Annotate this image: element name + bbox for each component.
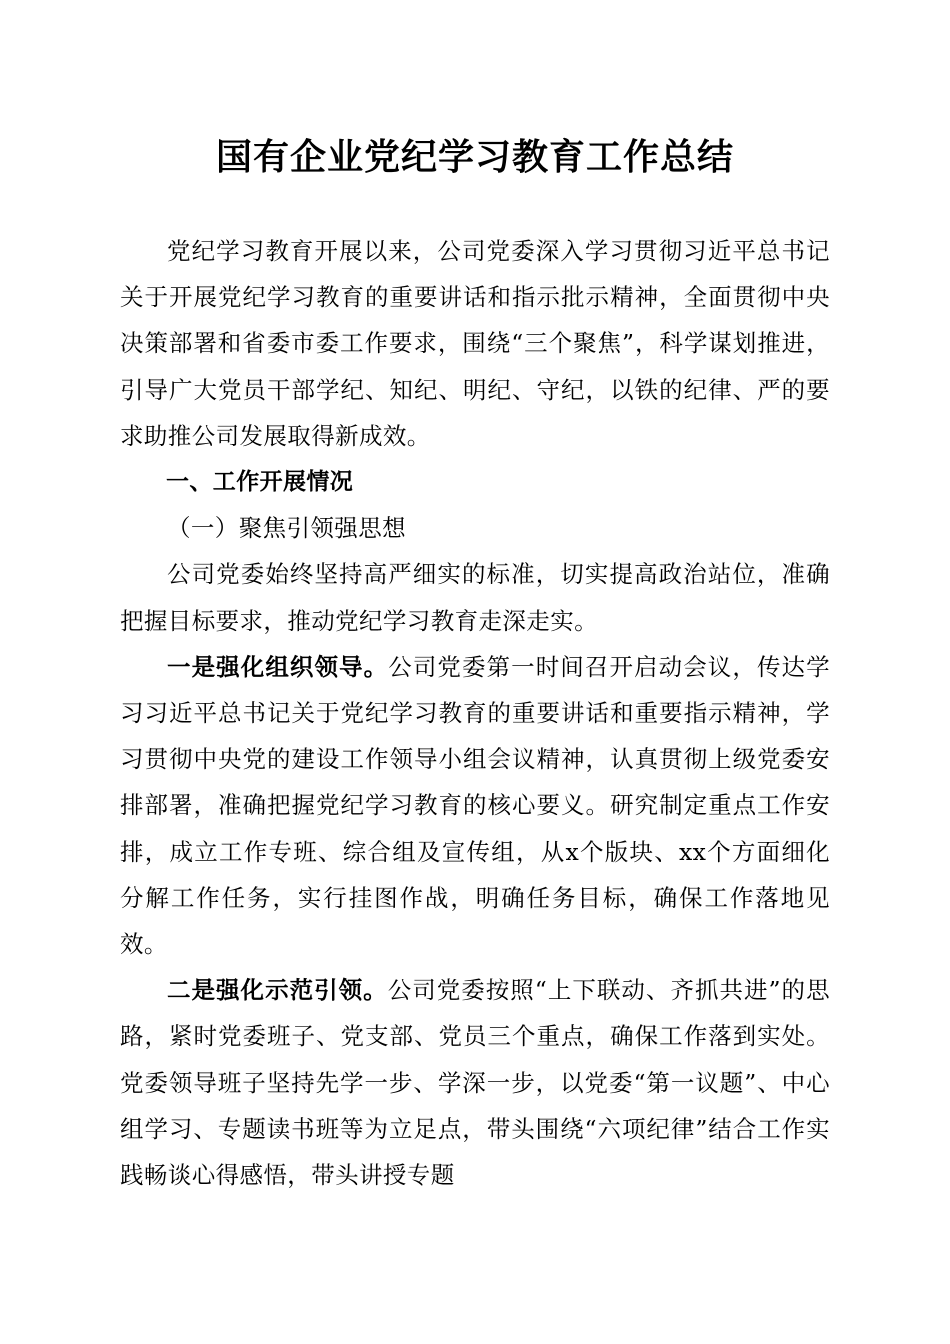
paragraph-2-lead: 一是强化组织领导。 [167, 652, 389, 681]
paragraph-2-body: 公司党委第一时间召开启动会议，传达学习习近平总书记关于党纪学习教育的重要讲话和重要指示精神，学习贯彻中央党的建设工作领导小组会议精神，认真贯彻上级党委安排部署，准确把握党纪学习教育的核心要义。研究制定重点工作安排，成立工作专班、综合组及宣传组，从x个版块、xx个方面细化分解工作任务，实行挂图作战，明确任务目标，确保工作落地见效。 [120, 652, 830, 959]
paragraph-3 [120, 967, 830, 1198]
document-title: 国有企业党纪学习教育工作总结 [215, 137, 734, 178]
document-body [120, 228, 830, 1198]
paragraph-3-lead: 二是强化示范引领。 [167, 976, 388, 1005]
section-heading-1: 一、工作开展情况 [166, 469, 354, 496]
paragraph-3-body: 公司党委按照“上下联动、齐抓共进”的思路，紧时党委班子、党支部、党员三个重点，确保工作落到实处。党委领导班子坚持先学一步、学深一步，以党委“第一议题”、中心组学习、专题读书班等为立足点，带头围绕“六项纪律”结合工作实践畅谈心得感悟，带头讲授专题 [120, 976, 830, 1190]
paragraph-1: 公司党委始终坚持高严细实的标准，切实提高政治站位，准确把握目标要求，推动党纪学习教育走深走实。 [120, 560, 830, 635]
intro-paragraph: 党纪学习教育开展以来，公司党委深入学习贯彻习近平总书记关于开展党纪学习教育的重要讲话和指示批示精神，全面贯彻中央决策部署和省委市委工作要求，围绕“三个聚焦”，科学谋划推进，引导广大党员干部学纪、知纪、明纪、守纪，以铁的纪律、严的要求助推公司发展取得新成效。 [120, 237, 830, 450]
paragraph-2 [120, 644, 830, 967]
subsection-heading-1: （一）聚焦引领强思想 [167, 514, 406, 543]
